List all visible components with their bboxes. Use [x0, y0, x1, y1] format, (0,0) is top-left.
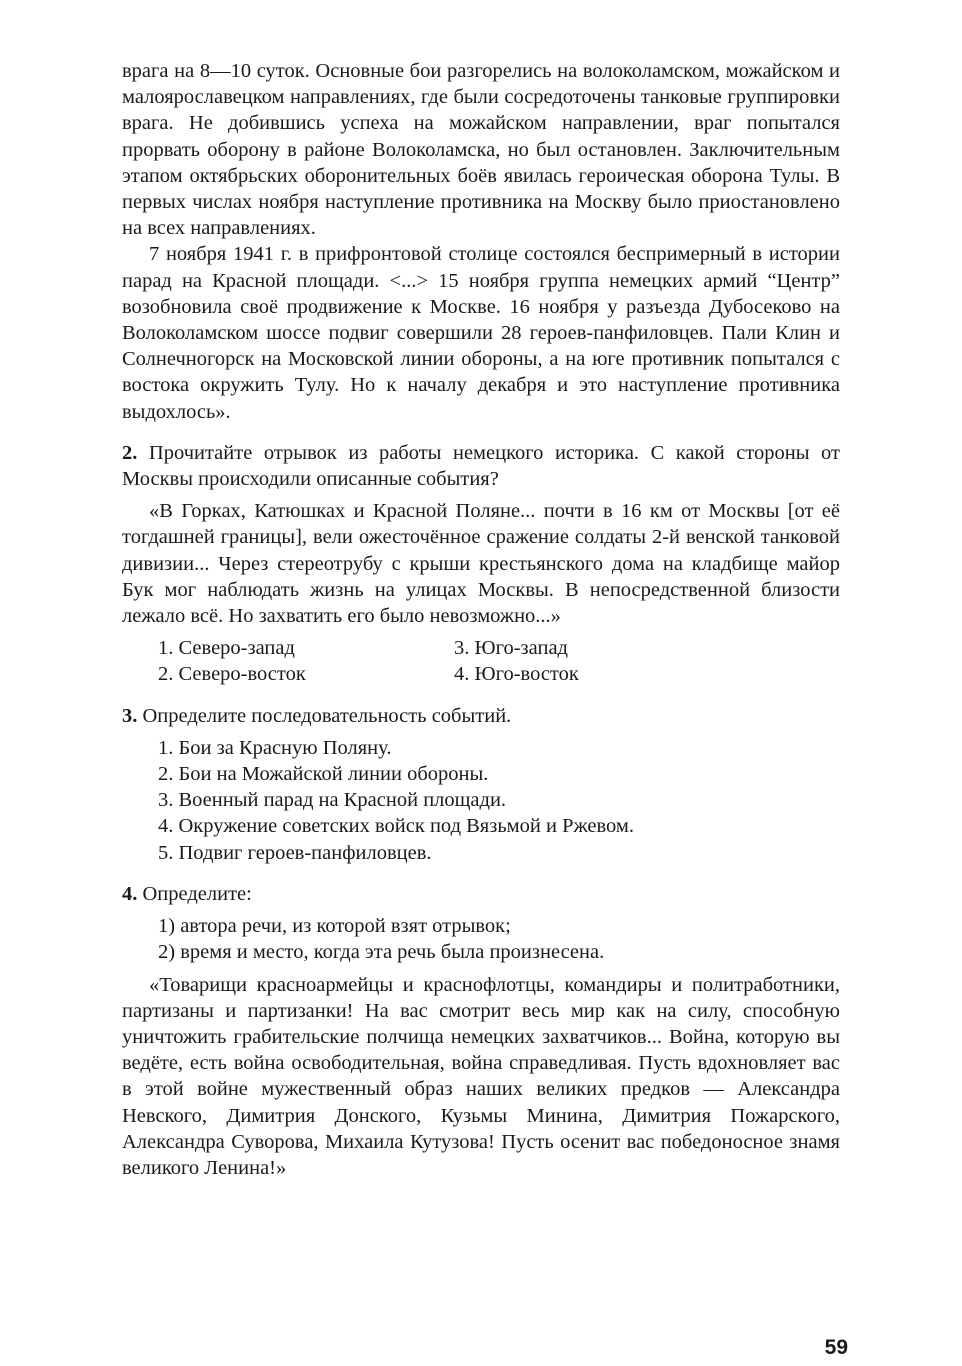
option-3: 3. Юго-запад: [454, 637, 568, 660]
task-2-quote: «В Горках, Катюшках и Красной Поляне... почти в 16 км от Москвы [от её тогдашней границы], вели ожесточённое сражение солдаты 2-й венской танковой дивизии... Через стереотрубу с крыши крестьянского дома на кладбище майор Бук мог наблюдать жизнь на улицах Москвы. В непосредственной близости лежало всё. Но захватить его было невозможно...»: [122, 500, 840, 628]
list-item: 4. Окружение советских войск под Вязьмой и Ржевом.: [158, 815, 634, 838]
paragraph-intro-1: врага на 8—10 суток. Основные бои разгорелись на волоколамском, можайском и малоярославецком направлениях, где были сосредоточены танковые группировки врага. Не добившись успеха на можайском направлении, враг попытался прорвать оборону в районе Волоколамска, но был остановлен. Заключительным этапом октябрьских оборонительных боёв явилась героическая оборона Тулы. В первых числах ноября наступление противника на Москву было приостановлено на всех направлениях.: [122, 60, 840, 240]
task-2-options: [122, 635, 840, 687]
list-item: 3. Военный парад на Красной площади.: [158, 789, 507, 812]
list-item: 5. Подвиг героев-панфиловцев.: [158, 841, 432, 864]
task-2-question: [122, 440, 840, 492]
paragraph-intro-2: 7 ноября 1941 г. в прифронтовой столице состоялся беспримерный в истории парад на Красной площади. <...> 15 ноября группа немецких армий “Центр” возобновила своё продвижение к Москве. 16 ноября у разъезда Дубосеково на Волоколамском шоссе подвиг совершили 28 героев-панфиловцев. Пали Клин и Солнечногорск на Московской линии обороны, а на юге противник попытался с востока окружить Тулу. Но к началу декабря и это наступление противника выдохлось».: [122, 243, 840, 423]
task-4-number: 4.: [122, 882, 138, 905]
option-1: 1. Северо-запад: [158, 637, 295, 660]
task-3-list: [122, 735, 840, 866]
task-2-question-text: Прочитайте отрывок из работы немецкого историка. С какой стороны от Москвы происходили описанные события?: [122, 441, 840, 491]
task-3-number: 3.: [122, 704, 138, 727]
list-item: 1) автора речи, из которой взят отрывок;: [158, 915, 511, 938]
task-2-number: 2.: [122, 441, 138, 464]
list-item: 1. Бои за Красную Поляну.: [158, 736, 392, 759]
task-4-question: [122, 881, 840, 907]
option-2: 2. Северо-восток: [158, 663, 306, 686]
task-4-list: [122, 913, 840, 965]
list-item: 2. Бои на Можайской линии обороны.: [158, 763, 489, 786]
list-item: 2) время и место, когда эта речь была произнесена.: [158, 941, 605, 964]
page-body: [122, 58, 840, 1181]
option-4: 4. Юго-восток: [454, 663, 579, 686]
task-4-quote: «Товарищи красноармейцы и краснофлотцы, командиры и политработники, партизаны и партизанки! На вас смотрит весь мир как на силу, способную уничтожить грабительские полчища немецких захватчиков... Война, которую вы ведёте, есть война освободительная, война справедливая. Пусть вдохновляет вас в этой войне мужественный образ наших великих предков — Александра Невского, Димитрия Донского, Кузьмы Минина, Димитрия Пожарского, Александра Суворова, Михаила Кутузова! Пусть осенит вас победоносное знамя великого Ленина!»: [122, 973, 840, 1179]
task-4-question-text: Определите:: [142, 882, 252, 905]
task-3-question-text: Определите последовательность событий.: [142, 704, 512, 727]
task-3-question: [122, 703, 840, 729]
page-number: 59: [824, 1336, 848, 1359]
